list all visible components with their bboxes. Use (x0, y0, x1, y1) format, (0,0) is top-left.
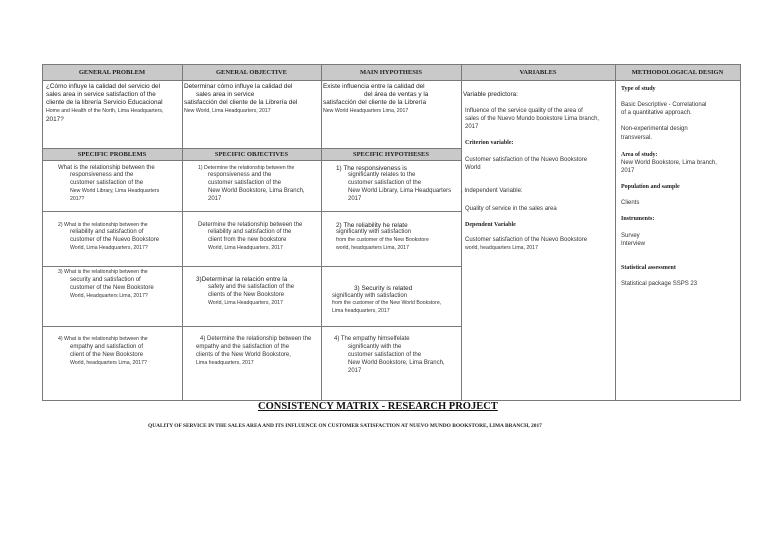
text-line: empathy and the satisfaction of the (196, 344, 290, 350)
text-line: transversal. (621, 135, 653, 141)
header-main-hypothesis: MAIN HYPOTHESIS (360, 69, 422, 76)
matrix-title: CONSISTENCY MATRIX - RESEARCH PROJECT (258, 401, 498, 412)
text-line: responsiveness and the (70, 172, 134, 178)
text-line: Lima headquarters, 2017 (196, 360, 254, 366)
text-line: customer satisfaction of the (70, 180, 144, 186)
grid-line (42, 64, 43, 401)
text-line: client of the New Bookstore (70, 352, 144, 358)
text-line: Survey (621, 233, 640, 239)
text-line: of a quantitative approach. (621, 110, 692, 116)
text-line: significantly with satisfaction (336, 229, 412, 235)
text-line: sales area in service satisfaction of the (46, 91, 156, 98)
grid-line (740, 64, 741, 401)
text-line: Home and Health of the North, Lima Headquarters, (46, 108, 164, 114)
text-line: security and satisfaction of (70, 277, 141, 283)
text-line: 2017 (348, 368, 362, 374)
text-line: 3) Security is related (354, 285, 413, 292)
grid-line (42, 160, 462, 161)
text-line: sales area in service (196, 91, 255, 98)
text-line: significantly relates to the (348, 172, 416, 178)
text-line: World, Lima Headquarters, 2017 (208, 300, 283, 306)
text-line: Clients (621, 200, 640, 206)
text-line: Influence of the service quality of the area of (465, 108, 583, 114)
text-line: empathy and satisfaction of (70, 344, 144, 350)
text-line: Lima headquarters, 2017 (332, 308, 390, 314)
text-line: from the customer of the New Bookstore (336, 237, 429, 243)
instruments-label: Instruments: (621, 216, 655, 222)
text-line: Customer satisfaction of the Nuevo Bookstore (465, 237, 588, 243)
text-line: clients of the New Bookstore (208, 292, 285, 298)
text-line: customer satisfaction of the (208, 180, 282, 186)
text-line: World, Headquarters Lima, 2017? (70, 293, 148, 299)
grid-line (42, 64, 741, 65)
grid-line (321, 64, 322, 401)
matrix-subtitle: QUALITY OF SERVICE IN THE SALES AREA AND ITS INFLUENCE ON CUSTOMER SATISFACTION AT NUEVO MUNDO BOOKSTORE, LIMA BRANCH, 2017 (148, 423, 542, 429)
text-line: 3) What is the relationship between the (58, 269, 148, 275)
statistical-assessment-label: Statistical assessment (621, 265, 676, 271)
text-line: World, headquarters Lima, 2017? (70, 360, 147, 366)
text-line: Quality of service in the sales area (465, 206, 557, 212)
text-line: cliente de la librería Servicio Educacional (46, 99, 163, 106)
text-line: New World Library, Lima Headquarters (348, 188, 452, 194)
text-line: World, Lima Headquarters, 2017? (70, 245, 148, 251)
text-line: from the customer of the New World Bookstore, (332, 300, 442, 306)
text-line: world, headquarters Lima, 2017 (336, 245, 409, 251)
text-line: New World Bookstore, Lima branch, (621, 160, 717, 166)
text-line: 4) The empathy himselfelate (334, 336, 410, 342)
text-line: 2017? (70, 196, 85, 202)
text-line: clients of the New World Bookstore, (196, 352, 291, 358)
grid-line (42, 326, 462, 327)
text-line: del área de ventas y la (364, 91, 429, 98)
header-variables: VARIABLES (519, 69, 557, 76)
criterion-label: Criterion variable: (465, 140, 514, 146)
text-line: 2017 (465, 124, 479, 130)
population-label: Population and sample (621, 184, 680, 190)
text-line: Non-experimental design (621, 126, 688, 132)
text-line: 2017 (621, 168, 635, 174)
subheader-specific-objectives: SPECIFIC OBJECTIVES (214, 151, 289, 158)
dependent-label: Dependent Variable (465, 222, 516, 228)
text-line: client from the new bookstore (208, 237, 287, 243)
text-line: Interview (621, 241, 646, 247)
text-line: customer satisfaction of the (348, 180, 422, 186)
text-line: significantly with satisfaction (332, 293, 408, 299)
text-line: 2017 (348, 196, 362, 202)
text-line: world, headquarters Lima, 2017 (465, 245, 538, 251)
text-line: sales of the Nuevo Mundo bookstore Lima branch, (465, 116, 600, 122)
subheader-specific-hypotheses: SPECIFIC HYPOTHESES (352, 151, 430, 158)
text-line: 1) Determine the relationship between the (198, 165, 295, 171)
header-general-problem: GENERAL PROBLEM (78, 69, 146, 76)
grid-line (182, 64, 183, 401)
text-line: Statistical package SSPS 23 (621, 281, 698, 287)
text-line: Determine the relationship between the (198, 222, 303, 228)
text-line: customer of the New Bookstore (70, 285, 154, 291)
grid-line (42, 266, 462, 267)
text-line: New World Headquarters Lima, 2017 (323, 108, 409, 114)
subheader-specific-problems: SPECIFIC PROBLEMS (77, 151, 147, 158)
text-line: What is the relationship between the (58, 165, 155, 171)
text-line: ¿Cómo influye la calidad del servicio del (46, 83, 161, 90)
grid-line (42, 148, 462, 149)
text-line: New World Library, Lima Headquarters (70, 188, 160, 194)
text-line: 2) The reliability he relate (336, 222, 408, 229)
predictor-label: Variable predictora: (463, 91, 518, 98)
text-line: responsiveness and the (208, 172, 272, 178)
text-line: World, Lima Headquarters, 2017 (208, 245, 283, 251)
type-of-study-label: Type of study (621, 86, 656, 92)
text-line: 3)Determinar la relación entre la (196, 276, 288, 283)
text-line: 2) What is the relationship between the (58, 222, 148, 228)
area-of-study-label: Area of study: (621, 152, 658, 158)
text-line: customer of the Nuevo Bookstore (70, 237, 160, 243)
text-line: satisfacción del cliente de la Librería (323, 99, 427, 106)
grid-line (615, 64, 616, 401)
grid-line (461, 64, 462, 401)
text-line: 4) Determine the relationship between the (200, 336, 312, 342)
header-general-objective: GENERAL OBJECTIVE (216, 69, 287, 76)
text-line: significantly with the (348, 344, 402, 350)
text-line: Determinar cómo influye la calidad del (184, 83, 293, 90)
text-line: World (465, 165, 481, 171)
text-line: Existe influencia entre la calidad del (323, 83, 425, 90)
grid-line (42, 80, 741, 81)
text-line: customer satisfaction of the (348, 352, 422, 358)
text-line: 4) What is the relationship between the (58, 336, 148, 342)
text-line: 2017? (46, 116, 64, 123)
text-line: reliability and satisfaction of the (208, 229, 292, 235)
text-line: New World Bookstore, Lima Branch, (348, 360, 445, 366)
text-line: 2017 (208, 196, 222, 202)
text-line: New World, Lima Headquarters, 2017 (184, 108, 271, 114)
text-line: 1) The responsiveness is (336, 165, 407, 172)
text-line: Customer satisfaction of the Nuevo Bookstore (465, 157, 588, 163)
independent-label: , Independent Variable: (461, 188, 523, 194)
text-line: safety and the satisfaction of the (208, 284, 295, 290)
text-line: Basic Descriptive - Correlational (621, 102, 707, 108)
text-line: satisfacción del cliente de la Librería del (184, 99, 298, 106)
text-line: reliability and satisfaction of (70, 229, 144, 235)
grid-line (42, 211, 462, 212)
text-line: New World Bookstore, Lima Branch, (208, 188, 305, 194)
header-methodological-design: METHODOLOGICAL DESIGN (631, 69, 724, 76)
